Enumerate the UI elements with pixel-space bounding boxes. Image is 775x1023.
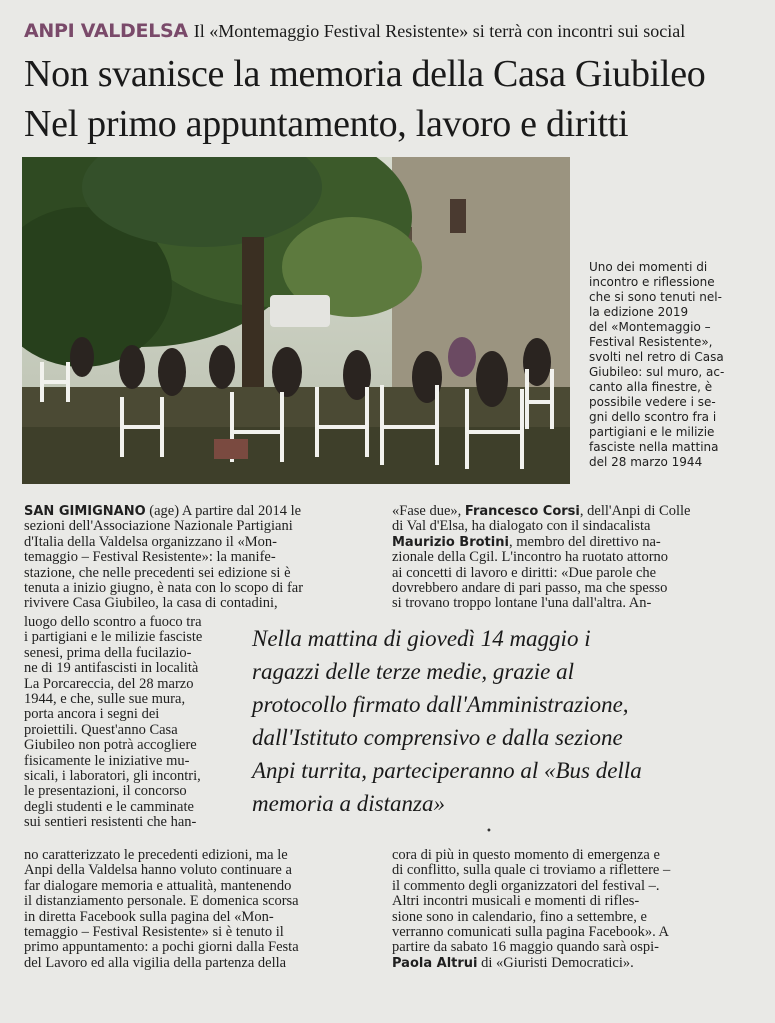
body-line: di conflitto, sulla quale ci troviamo a riflettere – [392,862,671,879]
caption-line: canto alla finestre, è [589,380,713,394]
caption-line: la edizione 2019 [589,305,689,319]
body-line: il commento degli organizzatori del festival –. [392,877,660,894]
body-line: La Porcareccia, del 28 marzo [24,675,194,692]
caption-line: che si sono tenuti nel- [589,290,722,304]
headline-line-1: Non svanisce la memoria della Casa Giubileo [24,53,706,95]
subheadline: Il «Montemaggio Festival Resistente» si terrà con incontri sui social [193,21,686,41]
dateline: SAN GIMIGNANO [24,504,146,519]
body-line: far dialogare memoria e attualità, mantenendo [24,877,292,894]
body-line: d'Italia della Valdelsa organizzano il «Mon- [24,533,277,550]
body-line: si trovano troppo lontane l'una dall'altra. An- [392,595,652,612]
caption-line: Uno dei momenti di [589,260,708,274]
caption-line: incontro e riflessione [589,275,715,289]
body-line: sicali, i laboratori, gli incontri, [24,768,201,785]
body-line: 1944, e che, sulle sue mura, [24,691,186,708]
body-line: porta ancora i segni dei [24,706,160,723]
section-kicker: ANPI VALDELSA [24,20,188,42]
pull-quote [252,622,752,820]
caption-line: del «Montemaggio – [589,320,711,334]
body-line: il distanziamento personale. E domenica scorsa [24,893,299,910]
body-line: senesi, prima della fucilazio- [24,644,192,661]
body-line: luogo dello scontro a fuoco tra [24,614,202,630]
body-line: verranno comunicati sulla pagina Facebook». A [392,924,670,941]
body-column-1-narrow [24,615,246,831]
pull-quote-line: dall'Istituto comprensivo e dalla sezione [252,725,623,750]
pull-quote-line: protocollo firmato dall'Amministrazione, [252,692,629,717]
photo-caption [589,260,749,470]
body-line: sezioni dell'Associazione Nazionale Partigiani [24,518,293,535]
body-line: ne di 19 antifascisti in località [24,660,199,677]
body-line: primo appuntamento: a pochi giorni dalla Festa [24,939,299,956]
body-text: , membro del direttivo na- [508,533,661,550]
kicker-row [24,20,764,42]
caption-line: Festival Resistente», [589,335,713,349]
body-line: rivivere Casa Giubileo, la casa di contadini, [24,595,278,612]
body-line: temaggio – Festival Resistente» si è tenuto il [24,924,284,941]
body-column-2-bottom [392,848,752,971]
body-line: fisicamente le iniziative mu- [24,752,190,769]
person-name: Maurizio Brotini [392,534,509,550]
body-line: le presentazioni, il concorso [24,783,187,800]
body-line: degli studenti e le camminate [24,798,194,815]
caption-line: del 28 marzo 1944 [589,455,703,469]
body-line: stazione, che nelle precedenti sei edizione si è [24,564,291,581]
caption-line: partigiani e le milizie [589,425,715,439]
body-line: cora di più in questo momento di emergenza e [392,847,660,863]
caption-line: svolti nel retro di Casa [589,350,724,364]
caption-line: Giubileo: sul muro, ac- [589,365,725,379]
body-line [392,956,752,971]
body-column-1-bottom [24,848,370,971]
decorative-dot: • [486,826,492,837]
body-text: (age) A partire dal 2014 le [149,503,302,519]
body-line: Anpi della Valdelsa hanno voluto continuare a [24,862,292,879]
body-line: no caratterizzato le precedenti edizioni, ma le [24,847,288,863]
body-line: del Lavoro ed alla vigilia della partenza della [24,954,287,971]
body-line: temaggio – Festival Resistente»: la manife- [24,549,276,566]
body-line [392,535,752,550]
body-text: di «Giuristi Democratici». [477,954,634,971]
body-line: zionale della Cgil. L'incontro ha ruotato attorno [392,549,669,566]
pull-quote-line: Anpi turrita, parteciperanno al «Bus della [252,758,642,783]
body-line [24,504,370,519]
pull-quote-line: Nella mattina di giovedì 14 maggio i [252,626,591,651]
caption-line: possibile vedere i se- [589,395,716,409]
body-line: sione sono in calendario, fino a settembre, e [392,908,647,925]
body-line: in diretta Facebook sulla pagina del «Mon- [24,908,274,925]
pull-quote-line: ragazzi delle terze medie, grazie al [252,659,574,684]
body-column-2-top [392,504,752,612]
body-line: dovrebbero andare di pari passo, ma che spesso [392,580,668,597]
pull-quote-line: memoria a distanza» [252,791,445,816]
person-name: Paola Altrui [392,955,478,971]
body-line: sui sentieri resistenti che han- [24,814,197,831]
body-line: Altri incontri musicali e momenti di rifles- [392,893,640,910]
body-line: i partigiani e le milizie fasciste [24,629,203,646]
caption-line: gni dello scontro fra i [589,410,717,424]
body-line [392,504,752,519]
person-name: Francesco Corsi [464,504,580,519]
body-line: proiettili. Quest'anno Casa [24,721,178,738]
headline-line-2: Nel primo appuntamento, lavoro e diritti [24,103,629,145]
body-line: partire da sabato 16 maggio quando sarà ospi- [392,939,659,956]
caption-line: fasciste nella mattina [589,440,719,454]
body-line: tenuta a inizio giugno, è nata con lo scopo di far [24,580,304,597]
article-photo [22,157,570,484]
body-line: di Val d'Elsa, ha dialogato con il sindacalista [392,518,651,535]
body-line: ai concetti di lavoro e diritti: «Due parole che [392,564,657,581]
body-text: , dell'Anpi di Colle [579,503,691,519]
body-line: Giubileo non potrà accogliere [24,737,197,754]
body-text: «Fase due», [392,503,462,519]
body-column-1-top [24,504,370,612]
photo-illustration [22,157,570,484]
